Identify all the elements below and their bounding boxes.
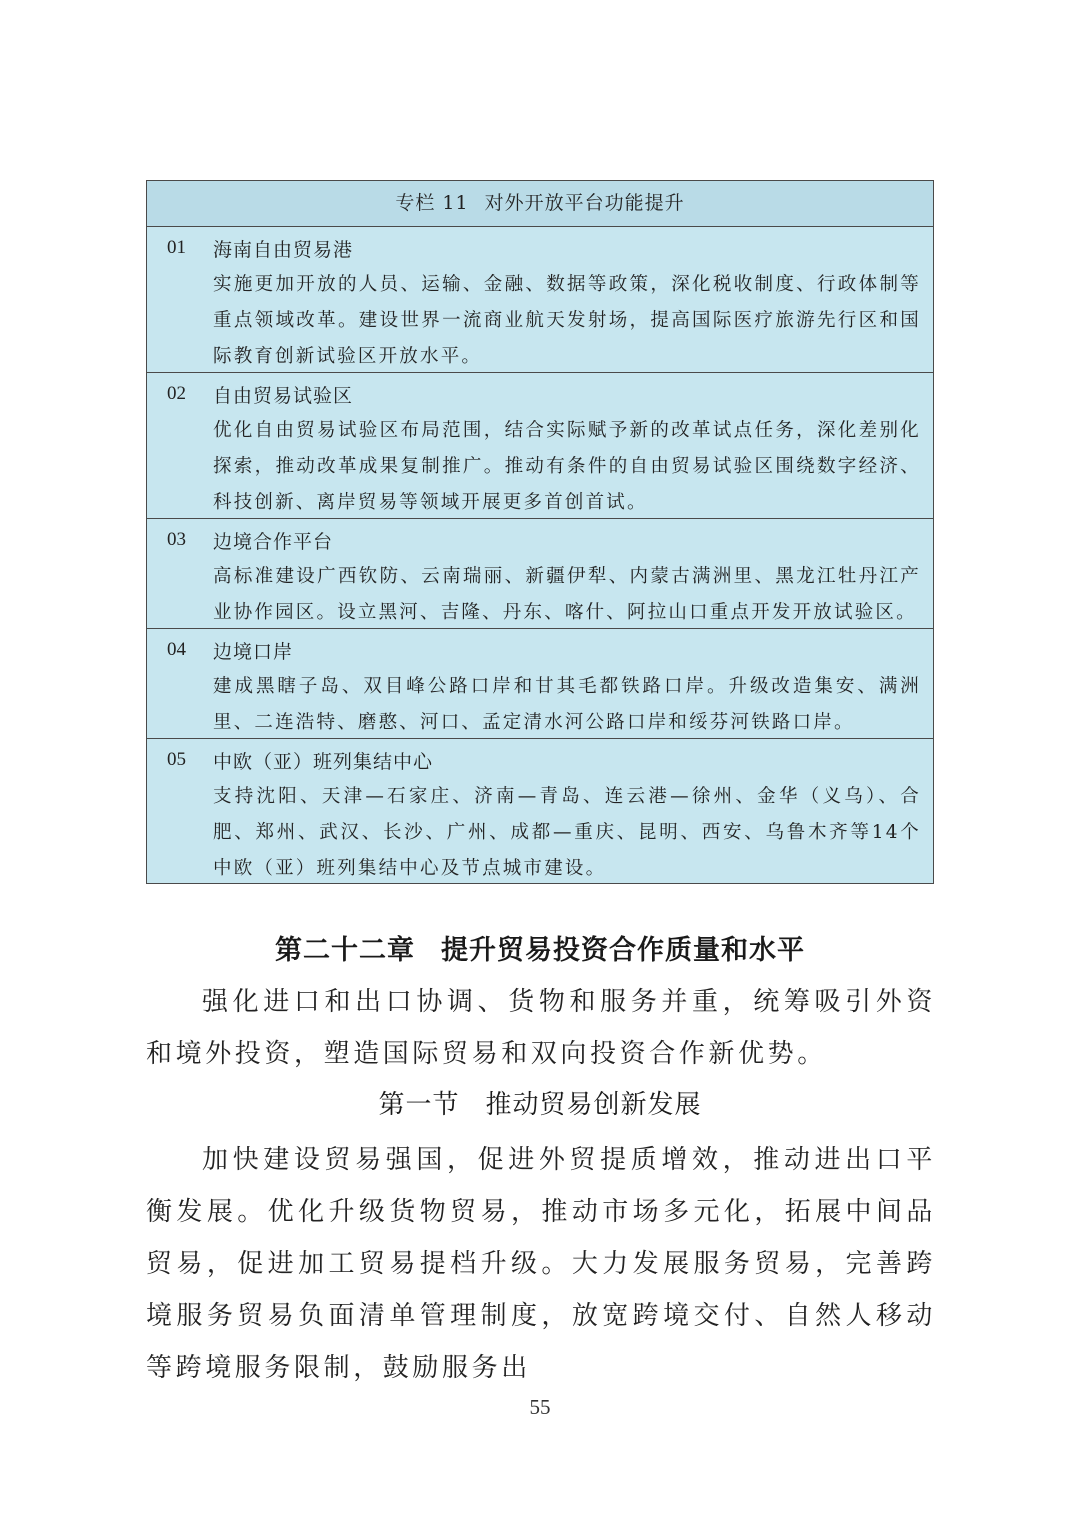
item-text: 支持沈阳、天津—石家庄、济南—青岛、连云港—徐州、金华（义乌）、合肥、郑州、武汉、长沙、广州、成都—重庆、昆明、西安、乌鲁木齐等14个中欧（亚）班列集结中心及节点城市建设。	[213, 786, 921, 879]
page-number: 55	[529, 1395, 551, 1419]
item-text: 建成黑瞎子岛、双目峰公路口岸和甘其毛都铁路口岸。升级改造集安、满洲里、二连浩特、磨憨、河口、孟定清水河公路口岸和绥芬河铁路口岸。	[213, 676, 921, 733]
item-number: 02	[167, 383, 186, 404]
item-heading: 自由贸易试验区	[213, 385, 354, 407]
section-number: 第一节	[378, 1090, 460, 1120]
section-paragraph: 加快建设贸易强国，促进外贸提质增效，推动进出口平衡发展。优化升级货物贸易，推动市场多元化，拓展中间品贸易，促进加工贸易提档升级。大力发展服务贸易，完善跨境服务贸易负面清单管理制度，放宽跨境交付、自然人移动等跨境服务限制，鼓励服务出	[146, 1145, 936, 1383]
chapter-title	[0, 928, 1080, 967]
section-title	[0, 1084, 1080, 1121]
item-heading: 边境口岸	[213, 641, 294, 663]
item-text: 实施更加开放的人员、运输、金融、数据等政策，深化税收制度、行政体制等重点领域改革。建设世界一流商业航天发射场，提高国际医疗旅游先行区和国际教育创新试验区开放水平。	[213, 274, 921, 367]
column-box	[146, 180, 934, 884]
item-heading: 中欧（亚）班列集结中心	[213, 751, 434, 773]
item-number: 01	[167, 237, 186, 258]
item-heading: 边境合作平台	[213, 531, 334, 553]
item-heading: 海南自由贸易港	[213, 239, 354, 261]
item-number: 05	[167, 749, 186, 770]
box-title	[147, 181, 933, 227]
item-number: 04	[167, 639, 186, 660]
chapter-title-text: 提升贸易投资合作质量和水平	[441, 935, 805, 966]
chapter-intro-paragraph: 强化进口和出口协调、货物和服务并重，统筹吸引外资和境外投资，塑造国际贸易和双向投资合作新优势。	[146, 987, 936, 1069]
box-item-border-ports	[147, 629, 933, 739]
chapter-number: 第二十二章	[275, 935, 415, 966]
item-text: 高标准建设广西钦防、云南瑞丽、新疆伊犁、内蒙古满洲里、黑龙江牡丹江产业协作园区。设立黑河、吉隆、丹东、喀什、阿拉山口重点开发开放试验区。	[213, 566, 921, 623]
item-number: 03	[167, 529, 186, 550]
item-text: 优化自由贸易试验区布局范围，结合实际赋予新的改革试点任务，深化差别化探索，推动改革成果复制推广。推动有条件的自由贸易试验区围绕数字经济、科技创新、离岸贸易等领域开展更多首创首试。	[213, 420, 921, 513]
box-item-border-cooperation	[147, 519, 933, 629]
box-item-hainan	[147, 227, 933, 373]
section-title-text: 推动贸易创新发展	[485, 1090, 702, 1120]
box-label: 专栏 11	[395, 192, 469, 214]
box-title-text: 对外开放平台功能提升	[484, 192, 685, 214]
box-item-ftz	[147, 373, 933, 519]
box-item-china-europe-rail	[147, 739, 933, 883]
